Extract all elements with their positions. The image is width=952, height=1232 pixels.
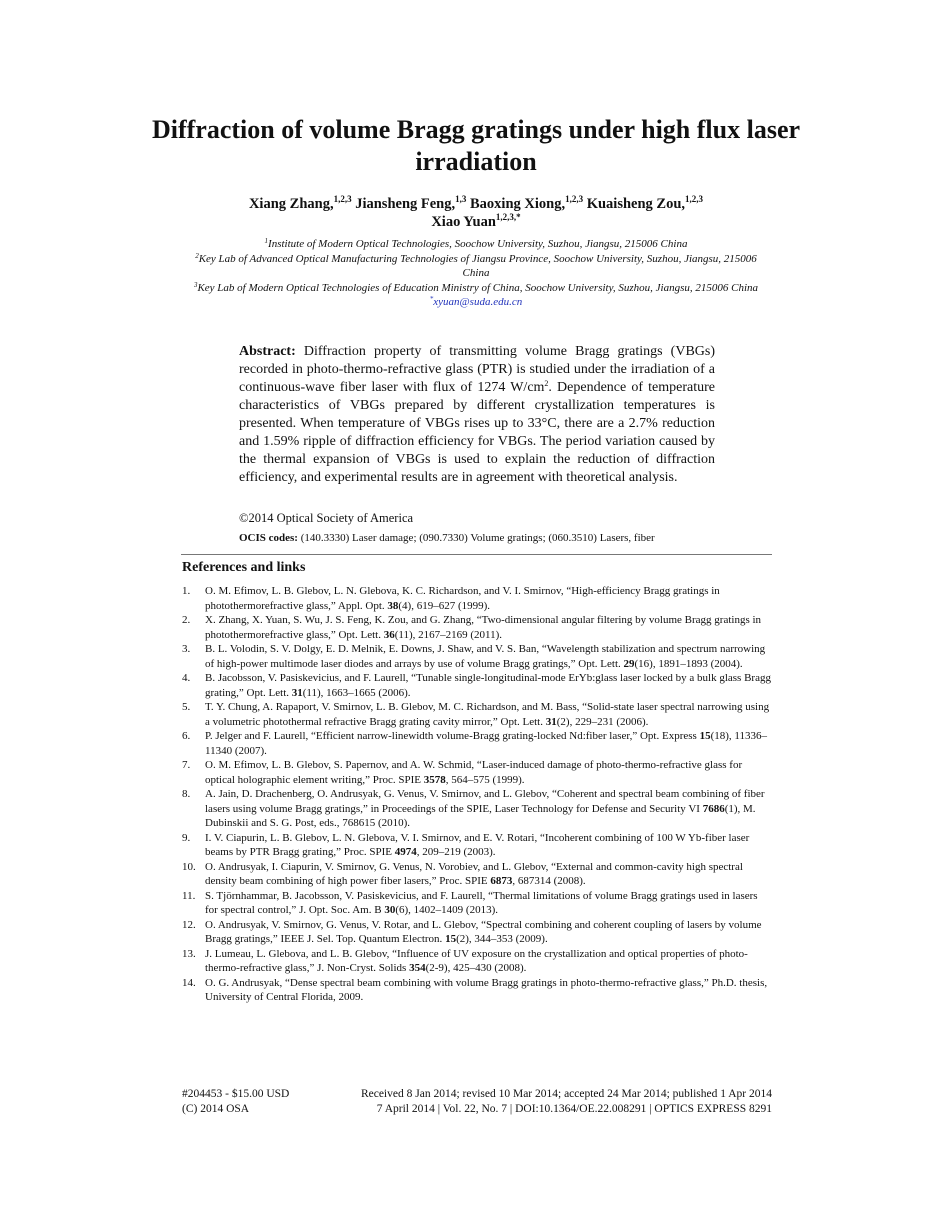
affiliation: $^2$Key Lab of Advanced Optical Manufacturing Technologies of Jiangsu Province, Soochow University, Suzhou, Jiangsu, 215006 China: [195, 251, 757, 279]
author-name: Baoxing Xiong,: [470, 196, 566, 212]
reference-number: 11.: [182, 889, 196, 902]
reference-pages: , 209–219 (2003).: [416, 846, 496, 858]
section-divider: [181, 554, 772, 555]
reference-pages: (11), 1663–1665 (2006).: [302, 686, 411, 699]
reference-volume: 15: [699, 730, 711, 742]
reference-text: A. Jain, D. Drachenberg, O. Andrusyak, G. Venus, V. Smirnov, and L. Glebov, “Coherent and spectral beam combining of fiber lasers using volume Bragg gratings,” in Proceedings of the SPIE, Laser Technology for Defense and Security VI: [205, 788, 765, 815]
reference-volume: 30: [384, 904, 396, 916]
footer-copyright: (C) 2014 OSA: [182, 1103, 250, 1115]
footer-citation: 7 April 2014 | Vol. 22, No. 7 | DOI:10.1364/OE.22.008291 | OPTICS EXPRESS 8291: [376, 1103, 772, 1115]
reference-number: 6.: [182, 730, 191, 742]
reference-pages: , 687314 (2008).: [512, 875, 586, 887]
reference-number: 2.: [182, 614, 191, 626]
reference-volume: 36: [383, 628, 395, 641]
reference-pages: (4), 619–627 (1999).: [398, 599, 491, 612]
reference-item: [182, 671, 772, 700]
reference-volume: 15: [445, 933, 457, 945]
affiliation: $^1$Institute of Modern Optical Technologies, Soochow University, Suzhou, Jiangsu, 215006 China: [264, 237, 688, 250]
reference-pages: (1), M. Dubinskii and S. G. Post, eds., 768615 (2010).: [205, 802, 756, 829]
reference-volume: 7686: [702, 802, 725, 815]
reference-item: [182, 860, 772, 889]
reference-text: J. Lumeau, L. Glebova, and L. B. Glebov, “Influence of UV exposure on the crystallization and optical properties of photo-thermo-refractive glass,” J. Non-Cryst. Solids: [205, 947, 748, 974]
reference-number: 5.: [182, 701, 191, 713]
author-name: Xiao Yuan: [431, 214, 496, 230]
reference-text: O. M. Efimov, L. B. Glebov, L. N. Glebova, K. C. Richardson, and V. I. Smirnov, “High-efficiency Bragg gratings in photothermorefractive glass,” Appl. Opt.: [205, 585, 720, 612]
reference-volume: 29: [623, 657, 635, 670]
reference-item: [182, 787, 772, 831]
reference-item: [182, 613, 772, 642]
reference-volume: 354: [409, 962, 426, 974]
paper-title: Diffraction of volume Bragg gratings under high flux laser irradiation: [151, 115, 801, 176]
abstract: Abstract: Diffraction property of transmitting volume Bragg gratings (VBGs) recorded in photo-thermo-refractive glass (PTR) is studied under the irradiation of a continuous-wave fiber laser with flux of 1274 $W/cm^2$. Dependence of temperature characteristics of VBGs prepared by different crystallization temperatures is presented. When temperature of VBGs rises up to 33°C, there are a 2.7% reduction and 1.59% ripple of diffraction efficiency for VBGs. The period variation caused by the thermal expansion of VBGs is used to explain the reduction of diffraction efficiency, and experimental results are in agreement with theoretical analysis.: [239, 344, 716, 485]
author-list: [150, 195, 802, 231]
reference-pages: (11), 2167–2169 (2011).: [394, 628, 503, 641]
reference-item: [182, 976, 772, 1005]
abstract-text-cont: . Dependence of temperature characteristics of VBGs prepared by different crystallization temperatures is presented. When temperature of VBGs rises up to 33°C, there are a 2.7% reduction and 1.59% ripple of diffraction efficiency for VBGs. The period variation caused by the thermal expansion of VBGs is used to explain the reduction of diffraction efficiency, and experimental results are in agreement with theoretical analysis.: [239, 380, 715, 485]
reference-pages: , 564–575 (1999).: [445, 773, 525, 786]
reference-volume: 31: [545, 715, 557, 728]
author-name: Jiansheng Feng,: [355, 196, 456, 212]
author-affil-sup: 1,2,3: [685, 194, 704, 204]
author-affil-sup: 1,2,3,*: [495, 212, 521, 222]
reference-pages: (2-9), 425–430 (2008).: [425, 962, 527, 974]
reference-number: 13.: [182, 947, 196, 960]
reference-number: 3.: [182, 643, 191, 655]
reference-pages: (18), 11336–11340 (2007).: [205, 730, 767, 757]
abstract-label: Abstract:: [239, 344, 296, 359]
reference-text: O. G. Andrusyak, “Dense spectral beam combining with volume Bragg gratings in photo-thermo-refractive glass,” Ph.D. thesis, University of Central Florida, 2009.: [205, 976, 768, 1003]
reference-item: [182, 831, 772, 860]
reference-number: 9.: [182, 831, 191, 844]
reference-pages: (6), 1402–1409 (2013).: [395, 904, 498, 916]
reference-number: 10.: [182, 860, 196, 873]
reference-volume: 3578: [423, 773, 446, 786]
ocis-codes: OCIS codes: (140.3330) Laser damage; (090.7330) Volume gratings; (060.3510) Lasers, fiber: [239, 532, 655, 544]
page-footer: [182, 1087, 772, 1117]
reference-number: 4.: [182, 672, 191, 684]
reference-volume: 38: [387, 599, 399, 612]
author-name: Kuaisheng Zou,: [586, 196, 686, 212]
footer-manuscript-id: #204453 - $15.00 USD: [182, 1088, 290, 1100]
reference-text: B. Jacobsson, V. Pasiskevicius, and F. Laurell, “Tunable single-longitudinal-mode ErYb:glass laser locked by a bulk glass Bragg grating,” Opt. Lett.: [205, 672, 771, 699]
reference-text: O. Andrusyak, I. Ciapurin, V. Smirnov, G. Venus, N. Vorobiev, and L. Glebov, “External and common-cavity high spectral density beam combining of high power fiber lasers,” Proc. SPIE: [205, 860, 743, 887]
reference-text: P. Jelger and F. Laurell, “Efficient narrow-linewidth volume-Bragg grating-locked Nd:fiber laser,” Opt. Express: [205, 730, 700, 742]
reference-item: [182, 700, 772, 729]
references-heading: References and links: [182, 560, 306, 575]
reference-item: [182, 947, 772, 976]
reference-volume: 31: [291, 686, 303, 699]
reference-item: [182, 584, 772, 613]
abstract-text: Diffraction property of transmitting volume Bragg gratings (VBGs) recorded in photo-thermo-refractive glass (PTR) is studied under the irradiation of a continuous-wave fiber laser with flux of 1274 W/cm: [239, 344, 716, 395]
reference-pages: (2), 344–353 (2009).: [456, 933, 548, 945]
author-name: Xiang Zhang,: [248, 196, 334, 212]
reference-number: 14.: [182, 976, 196, 989]
affiliations: [182, 237, 770, 310]
reference-volume: 4974: [394, 846, 417, 858]
author-affil-sup: 1,2,3: [333, 194, 352, 204]
reference-pages: (16), 1891–1893 (2004).: [634, 657, 743, 670]
reference-text: T. Y. Chung, A. Rapaport, V. Smirnov, L. B. Glebov, M. C. Richardson, and M. Bass, “Solid-state laser spectral narrowing using a volumetric photothermal refractive Bragg grating cavity mirror,” Opt. Lett.: [205, 701, 770, 728]
reference-text: B. L. Volodin, S. V. Dolgy, E. D. Melnik, E. Downs, J. Shaw, and V. S. Ban, “Wavelength stabilization and spectrum narrowing of high-power multimode laser diodes and arrays by use of volume Bragg gratings,” Opt. Lett.: [205, 643, 766, 670]
reference-item: [182, 642, 772, 671]
reference-item: [182, 889, 772, 918]
corresponding-email-link[interactable]: *xyuan@suda.edu.cn: [429, 295, 523, 308]
reference-text: O. M. Efimov, L. B. Glebov, S. Papernov, and A. W. Schmid, “Laser-induced damage of photo-thermo-refractive glass for optical holographic element writing,” Proc. SPIE: [205, 759, 743, 786]
copyright-notice: ©2014 Optical Society of America: [239, 511, 414, 525]
reference-item: [182, 918, 772, 947]
reference-text: O. Andrusyak, V. Smirnov, G. Venus, V. Rotar, and L. Glebov, “Spectral combining and coherent coupling of lasers by volume Bragg gratings,” IEEE J. Sel. Top. Quantum Electron.: [205, 918, 762, 945]
reference-text: X. Zhang, X. Yuan, S. Wu, J. S. Feng, K. Zou, and G. Zhang, “Two-dimensional angular filtering by volume Bragg gratings in photothermorefractive glass,” Opt. Lett.: [205, 614, 762, 641]
reference-text: I. V. Ciapurin, L. B. Glebov, L. N. Glebova, V. I. Smirnov, and E. V. Rotari, “Incoherent combining of 100 W Yb-fiber laser beams by PTR Bragg grating,” Proc. SPIE: [205, 831, 750, 858]
reference-number: 12.: [182, 918, 196, 931]
affiliation: $^3$Key Lab of Modern Optical Technologies of Education Ministry of China, Soochow University, Suzhou, Jiangsu, 215006 China: [193, 280, 759, 294]
reference-volume: 6873: [490, 875, 513, 887]
references-list: [182, 584, 772, 1005]
reference-number: 8.: [182, 788, 191, 800]
reference-item: [182, 758, 772, 787]
footer-dates: Received 8 Jan 2014; revised 10 Mar 2014; accepted 24 Mar 2014; published 1 Apr 2014: [360, 1088, 772, 1100]
reference-number: 1.: [182, 585, 191, 597]
reference-pages: (2), 229–231 (2006).: [556, 715, 649, 728]
author-affil-sup: 1,3: [455, 194, 467, 204]
reference-text: S. Tjörnhammar, B. Jacobsson, V. Pasiskevicius, and F. Laurell, “Thermal limitations of volume Bragg gratings used in lasers for spectral control,” J. Opt. Soc. Am. B: [205, 889, 758, 916]
author-affil-sup: 1,2,3: [565, 194, 584, 204]
reference-item: [182, 729, 772, 758]
reference-number: 7.: [182, 759, 191, 771]
